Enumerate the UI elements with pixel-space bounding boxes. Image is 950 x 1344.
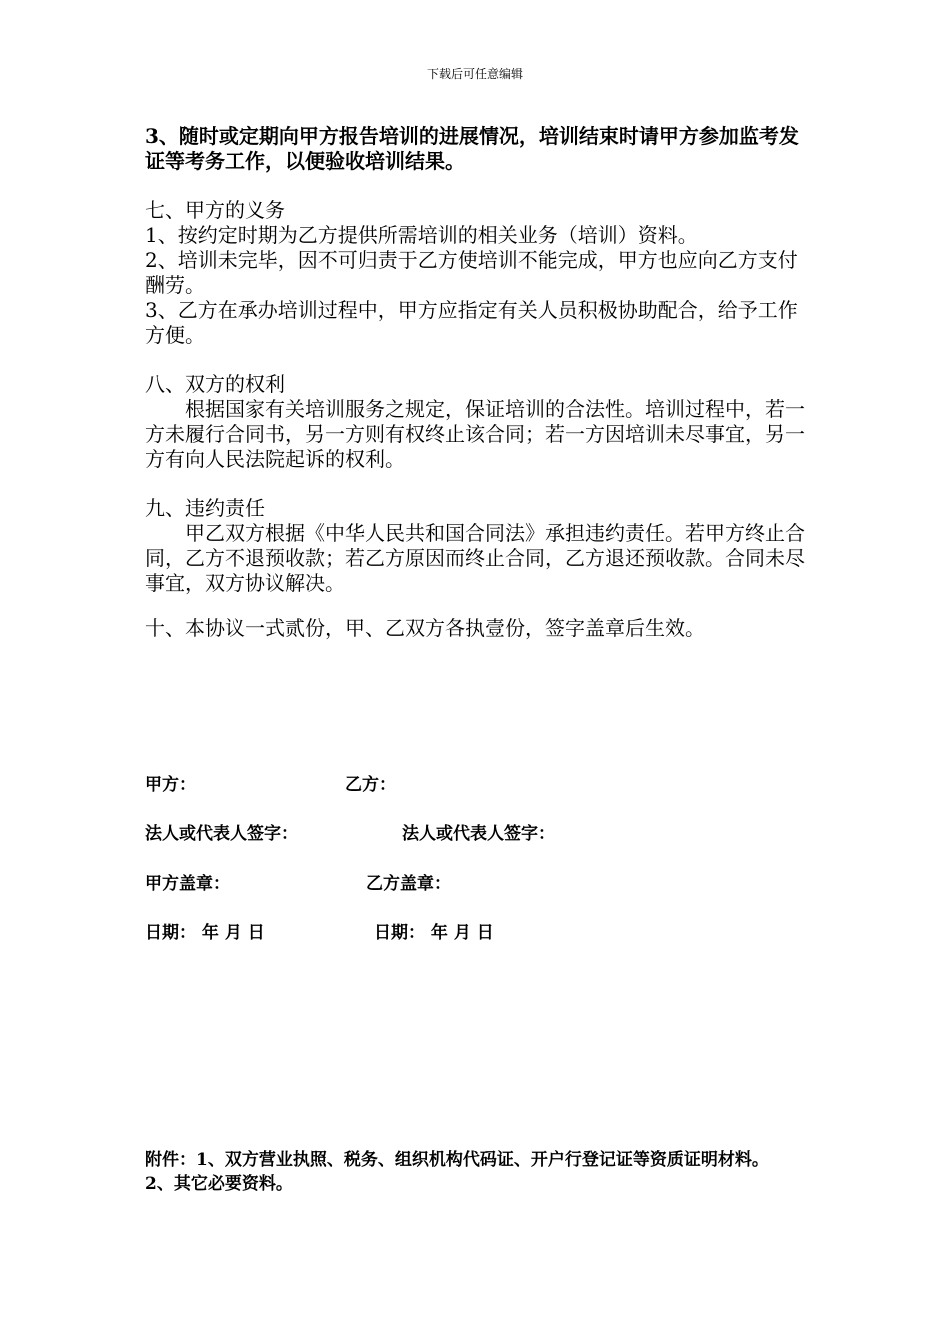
section10-text: 十、本协议一式贰份，甲、乙双方各执壹份，签字盖章后生效。 bbox=[145, 616, 705, 640]
attachment-line2: 2、其它必要资料。 bbox=[145, 1174, 293, 1194]
section9-title: 九、违约责任 bbox=[145, 496, 265, 520]
section6-item3: 3、随时或定期向甲方报告培训的进展情况，培训结束时请甲方参加监考发证等考务工作，以便验收培训结果。 bbox=[145, 124, 799, 173]
spacer bbox=[145, 596, 810, 616]
party-a-rep-label: 法人或代表人签字： bbox=[145, 824, 298, 844]
spacer bbox=[145, 174, 810, 198]
attachments bbox=[145, 1148, 810, 1196]
section7-item1: 1、按约定时期为乙方提供所需培训的相关业务（培训）资料。 bbox=[145, 223, 698, 247]
section7-item3: 3、乙方在承办培训过程中，甲方应指定有关人员积极协助配合，给予工作方便。 bbox=[145, 298, 798, 347]
section8-body: 根据国家有关培训服务之规定，保证培训的合法性。培训过程中，若一方未履行合同书，另一方则有权终止该合同；若一方因培训未尽事宜，另一方有向人民法院起诉的权利。 bbox=[145, 397, 805, 471]
section8-title: 八、双方的权利 bbox=[145, 372, 285, 396]
party-b-date-label: 日期： 年 月 日 bbox=[374, 923, 494, 943]
party-a-seal-label: 甲方盖章： bbox=[145, 874, 230, 894]
contract-body bbox=[145, 124, 810, 641]
page-header: 下载后可任意编辑 bbox=[426, 67, 523, 81]
party-b-rep-label: 法人或代表人签字： bbox=[402, 824, 555, 844]
spacer bbox=[145, 472, 810, 496]
spacer bbox=[145, 348, 810, 372]
attachment-line1: 附件：1、双方营业执照、税务、组织机构代码证、开户行登记证等资质证明材料。 bbox=[145, 1150, 769, 1170]
party-a-label: 甲方： bbox=[145, 775, 196, 795]
party-b-label: 乙方： bbox=[345, 775, 396, 795]
party-b-seal-label: 乙方盖章： bbox=[366, 874, 451, 894]
party-a-date-label: 日期： 年 月 日 bbox=[145, 923, 265, 943]
section9-body: 甲乙双方根据《中华人民共和国合同法》承担违约责任。若甲方终止合同，乙方不退预收款；若乙方原因而终止合同，乙方退还预收款。合同未尽事宜，双方协议解决。 bbox=[145, 521, 805, 595]
section7-title: 七、甲方的义务 bbox=[145, 198, 285, 222]
section7-item2: 2、培训未完毕，因不可归责于乙方使培训不能完成，甲方也应向乙方支付酬劳。 bbox=[145, 248, 798, 297]
